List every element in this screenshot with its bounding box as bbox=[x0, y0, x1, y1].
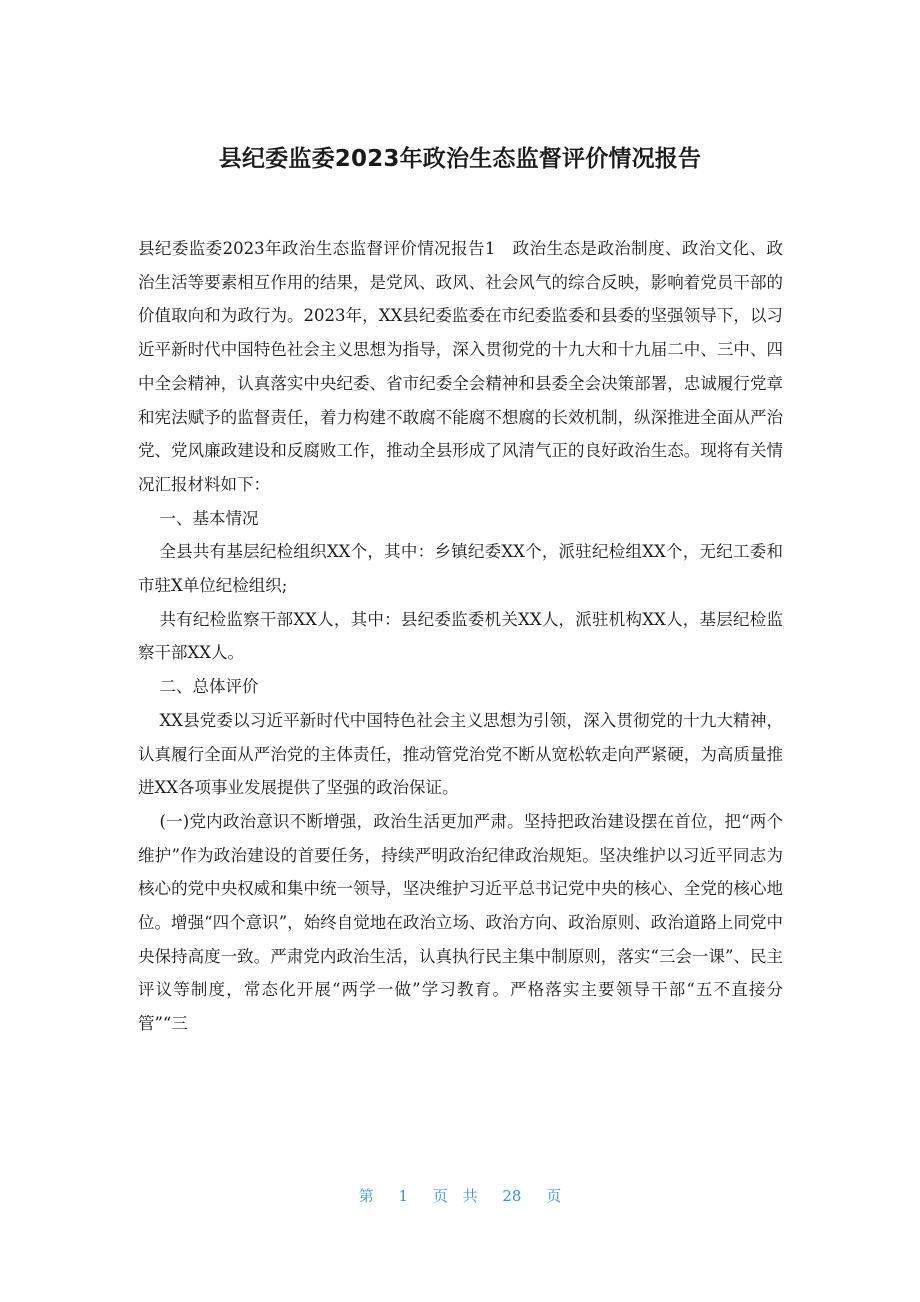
body-paragraph: 共有纪检监察干部XX人，其中：县纪委监委机关XX人，派驻机构XX人，基层纪检监察干部XX人。 bbox=[138, 609, 783, 663]
footer-total-pages: 28 bbox=[502, 1187, 522, 1205]
intro-paragraph: 县纪委监委2023年政治生态监督评价情况报告1 政治生态是政治制度、政治文化、政治生活等要素相互作用的结果，是党风、政风、社会风气的综合反映，影响着党员干部的价值取向和为政行为。2023年，XX县纪委监委在市纪委监委和县委的坚强领导下，以习近平新时代中国特色社会主义思想为指导，深入贯彻党的十九大和十九届二中、三中、四中全会精神，认真落实中央纪委、省市纪委全会精神和县委全会决策部署，忠诚履行党章和宪法赋予的监督责任，着力构建不敢腐不能腐不想腐的长效机制，纵深推进全面从严治党、党风廉政建设和反腐败工作，推动全县形成了风清气正的良好政治生态。现将有关情况汇报材料如下： bbox=[138, 239, 783, 494]
footer-prefix: 第 bbox=[358, 1187, 374, 1205]
body-paragraph: (一)党内政治意识不断增强，政治生活更加严肃。坚持把政治建设摆在首位，把“两个维护”作为政治建设的首要任务，持续严明政治纪律政治规矩。坚决维护以习近平同志为核心的党中央权威和集中统一领导，坚决维护习近平总书记党中央的核心、全党的核心地位。增强“四个意识”，始终自觉地在政治立场、政治方向、政治原则、政治道路上同党中央保持高度一致。严肃党内政治生活，认真执行民主集中制原则，落实“三会一课”、民主评议等制度，常态化开展“两学一做”学习教育。严格落实主要领导干部“五不直接分管”“三 bbox=[138, 811, 783, 1034]
document-title: 县纪委监委2023年政治生态监督评价情况报告 bbox=[218, 146, 702, 172]
section-heading-evaluation: 二、总体评价 bbox=[159, 677, 259, 697]
body-paragraph: XX县党委以习近平新时代中国特色社会主义思想为引领，深入贯彻党的十九大精神，认真履行全面从严治党的主体责任，推动管党治党不断从宽松软走向严紧硬，为高质量推进XX各项事业发展提供了坚强的政治保证。 bbox=[138, 710, 783, 798]
footer-suffix: 页 bbox=[546, 1187, 562, 1205]
footer-middle: 页 共 bbox=[432, 1187, 478, 1205]
body-paragraph: 全县共有基层纪检组织XX个，其中：乡镇纪委XX个，派驻纪检组XX个，无纪工委和市驻X单位纪检组织; bbox=[138, 542, 783, 596]
document-body bbox=[138, 232, 783, 1041]
section-heading-basic: 一、基本情况 bbox=[159, 508, 259, 528]
footer-current-page: 1 bbox=[398, 1187, 409, 1205]
page-footer bbox=[0, 1185, 920, 1206]
